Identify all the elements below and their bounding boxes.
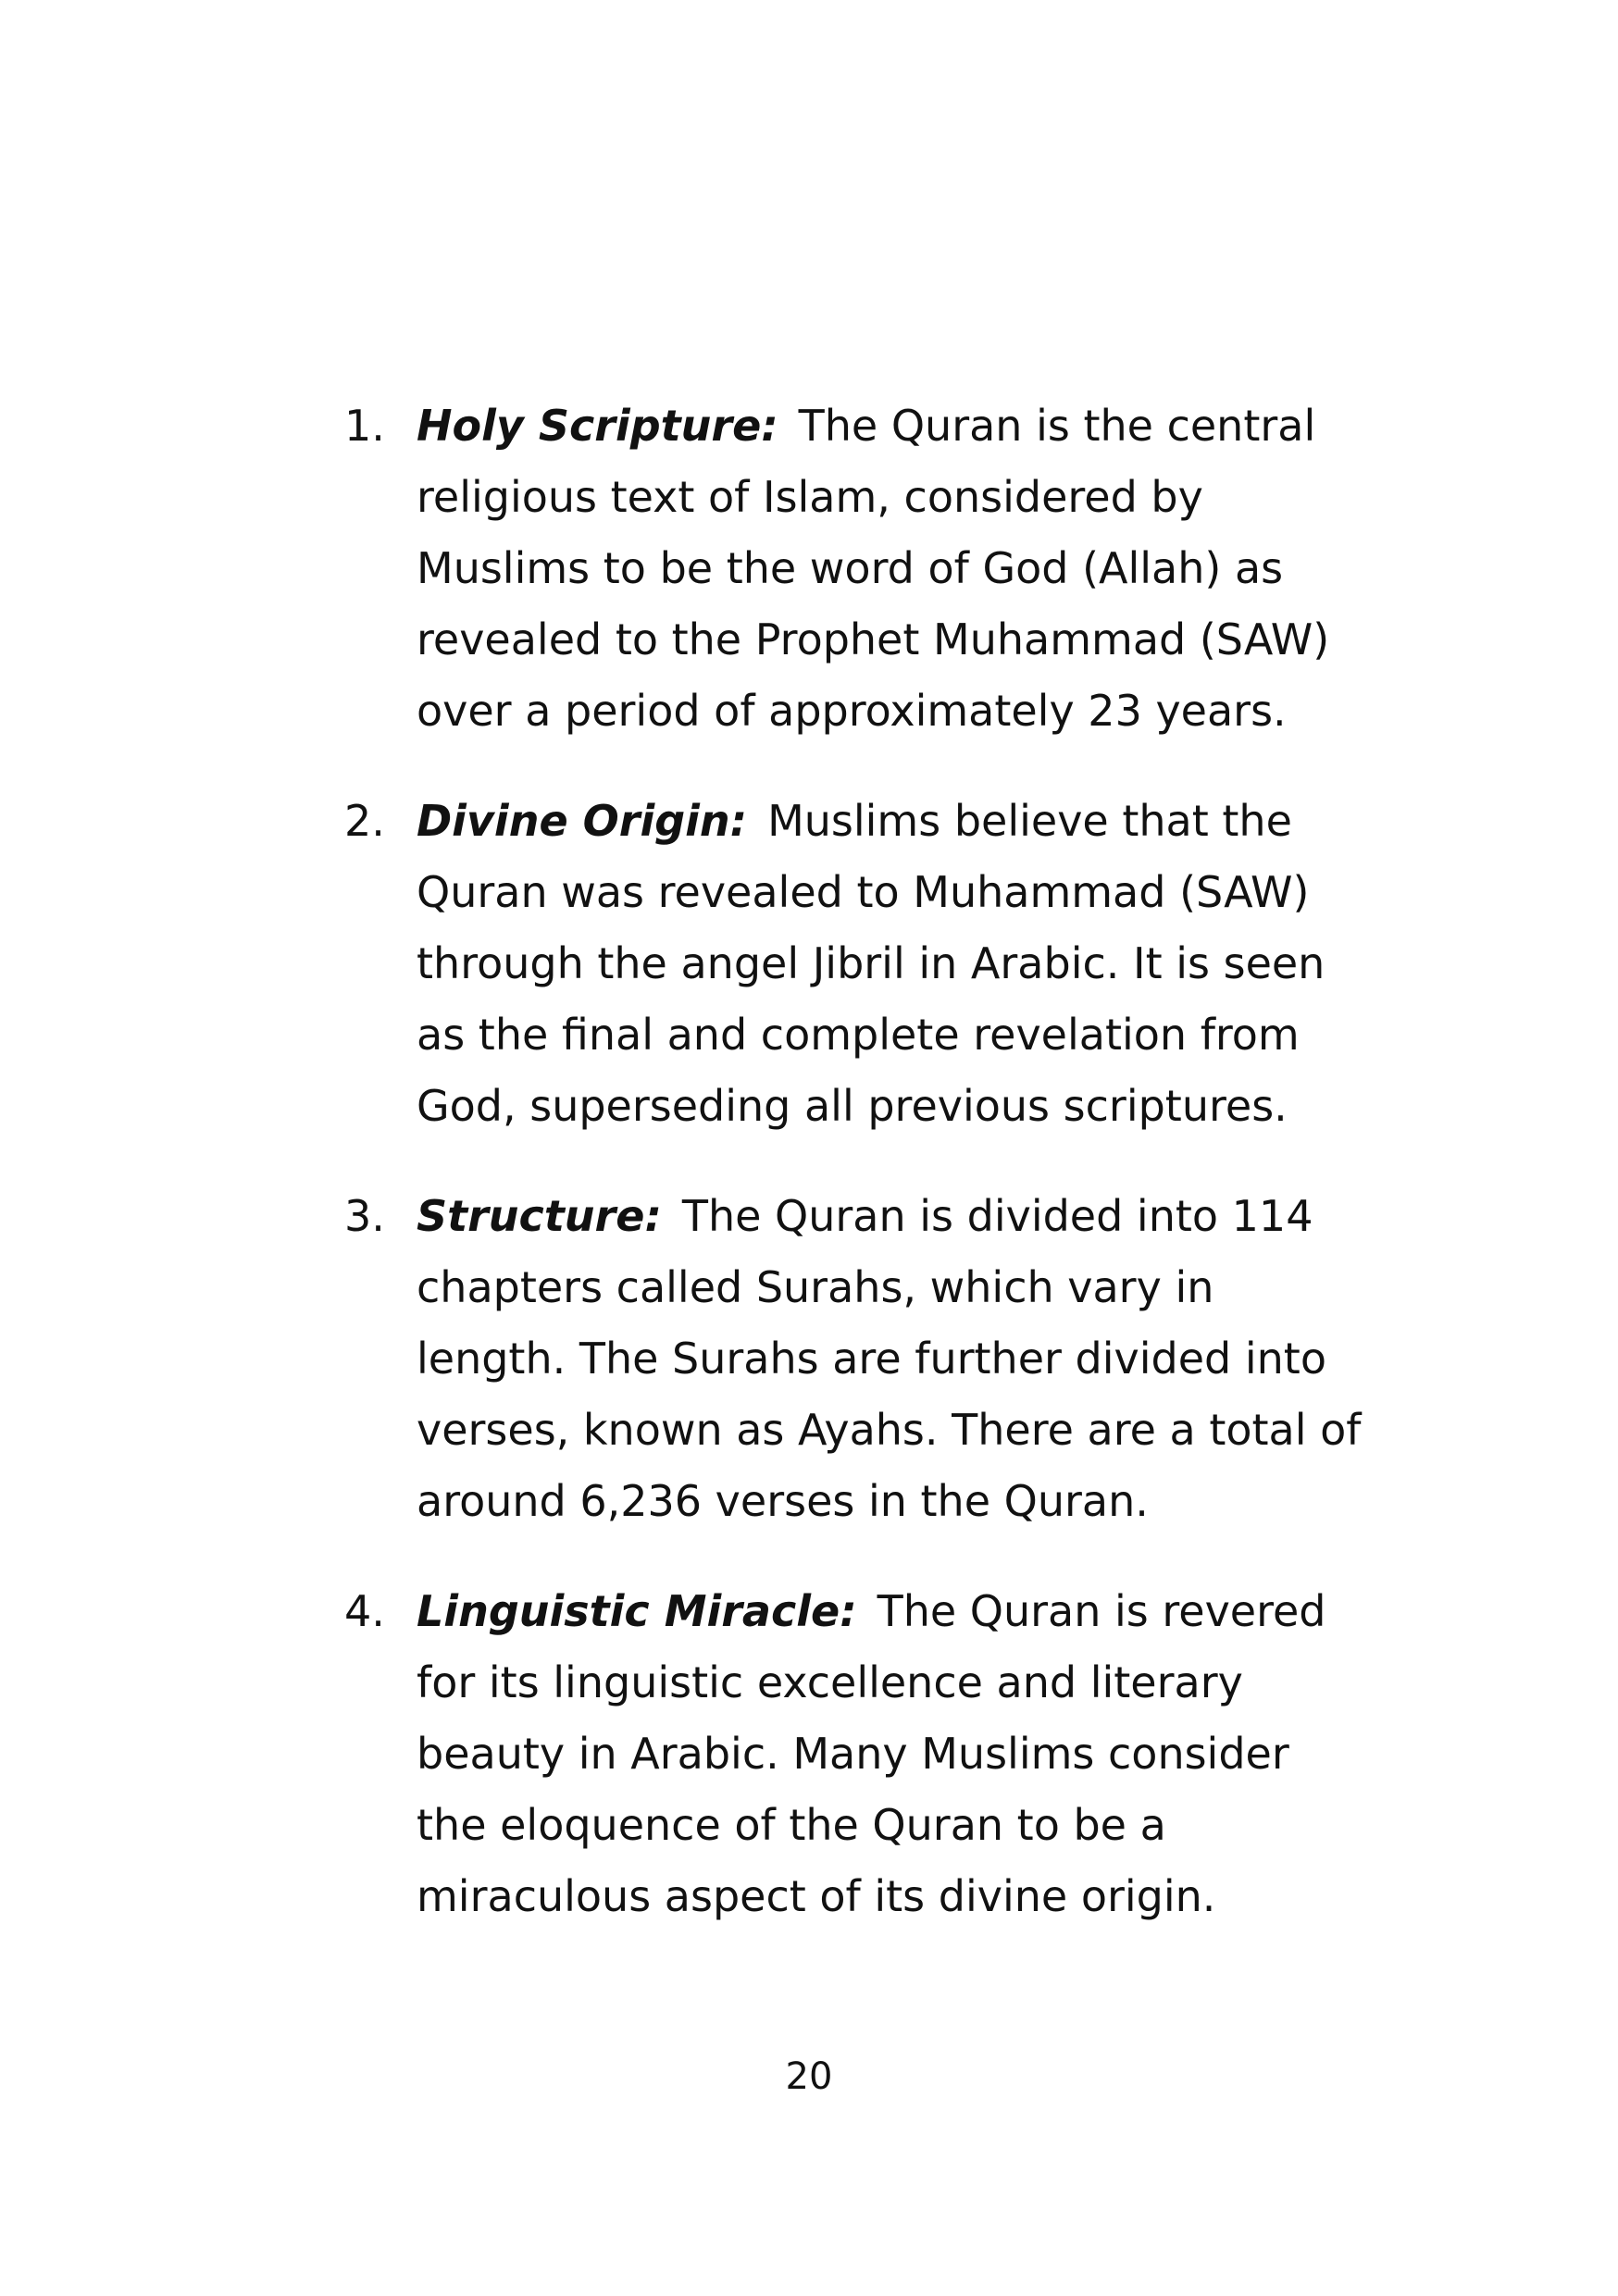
list-item-divine-origin (344, 786, 1372, 1142)
list-item-text: Muslims believe that the Quran was revealed to Muhammad (SAW) through the angel Jibril in Arabic. It is seen as the final and complete revelation from God, superseding all previous scriptures. (417, 796, 1326, 1131)
list-item-linguistic-miracle (344, 1576, 1372, 1932)
list-item-holy-scripture (344, 391, 1372, 747)
list-item-body (417, 1181, 1372, 1537)
page-number: 20 (785, 2055, 833, 2098)
list-item-heading: Holy Scripture: (417, 401, 778, 451)
list-item-number: 4. (344, 1586, 385, 1636)
list-item-body (417, 1576, 1372, 1932)
list-item-number: 2. (344, 796, 385, 846)
list-item-body (417, 786, 1372, 1142)
numbered-list (344, 391, 1372, 1971)
list-item-heading: Structure: (417, 1191, 662, 1241)
list-item-heading: Linguistic Miracle: (417, 1586, 857, 1636)
list-item-text: The Quran is the central religious text of Islam, considered by Muslims to be the word of God (Allah) as revealed to the Prophet Muhammad (SAW) over a period of approximately 23 years. (417, 401, 1330, 736)
list-item-structure (344, 1181, 1372, 1537)
list-item-number: 3. (344, 1191, 385, 1241)
list-item-heading: Divine Origin: (417, 796, 748, 846)
list-item-text: The Quran is revered for its linguistic excellence and literary beauty in Arabic. Many Muslims consider the eloquence of the Quran to be a miraculous aspect of its divine origin. (417, 1586, 1326, 1921)
list-item-text: The Quran is divided into 114 chapters called Surahs, which vary in length. The Surahs are further divided into verses, known as Ayahs. There are a total of around 6,236 verses in the Quran. (417, 1191, 1362, 1526)
list-item-body (417, 391, 1372, 747)
list-item-number: 1. (344, 401, 385, 451)
